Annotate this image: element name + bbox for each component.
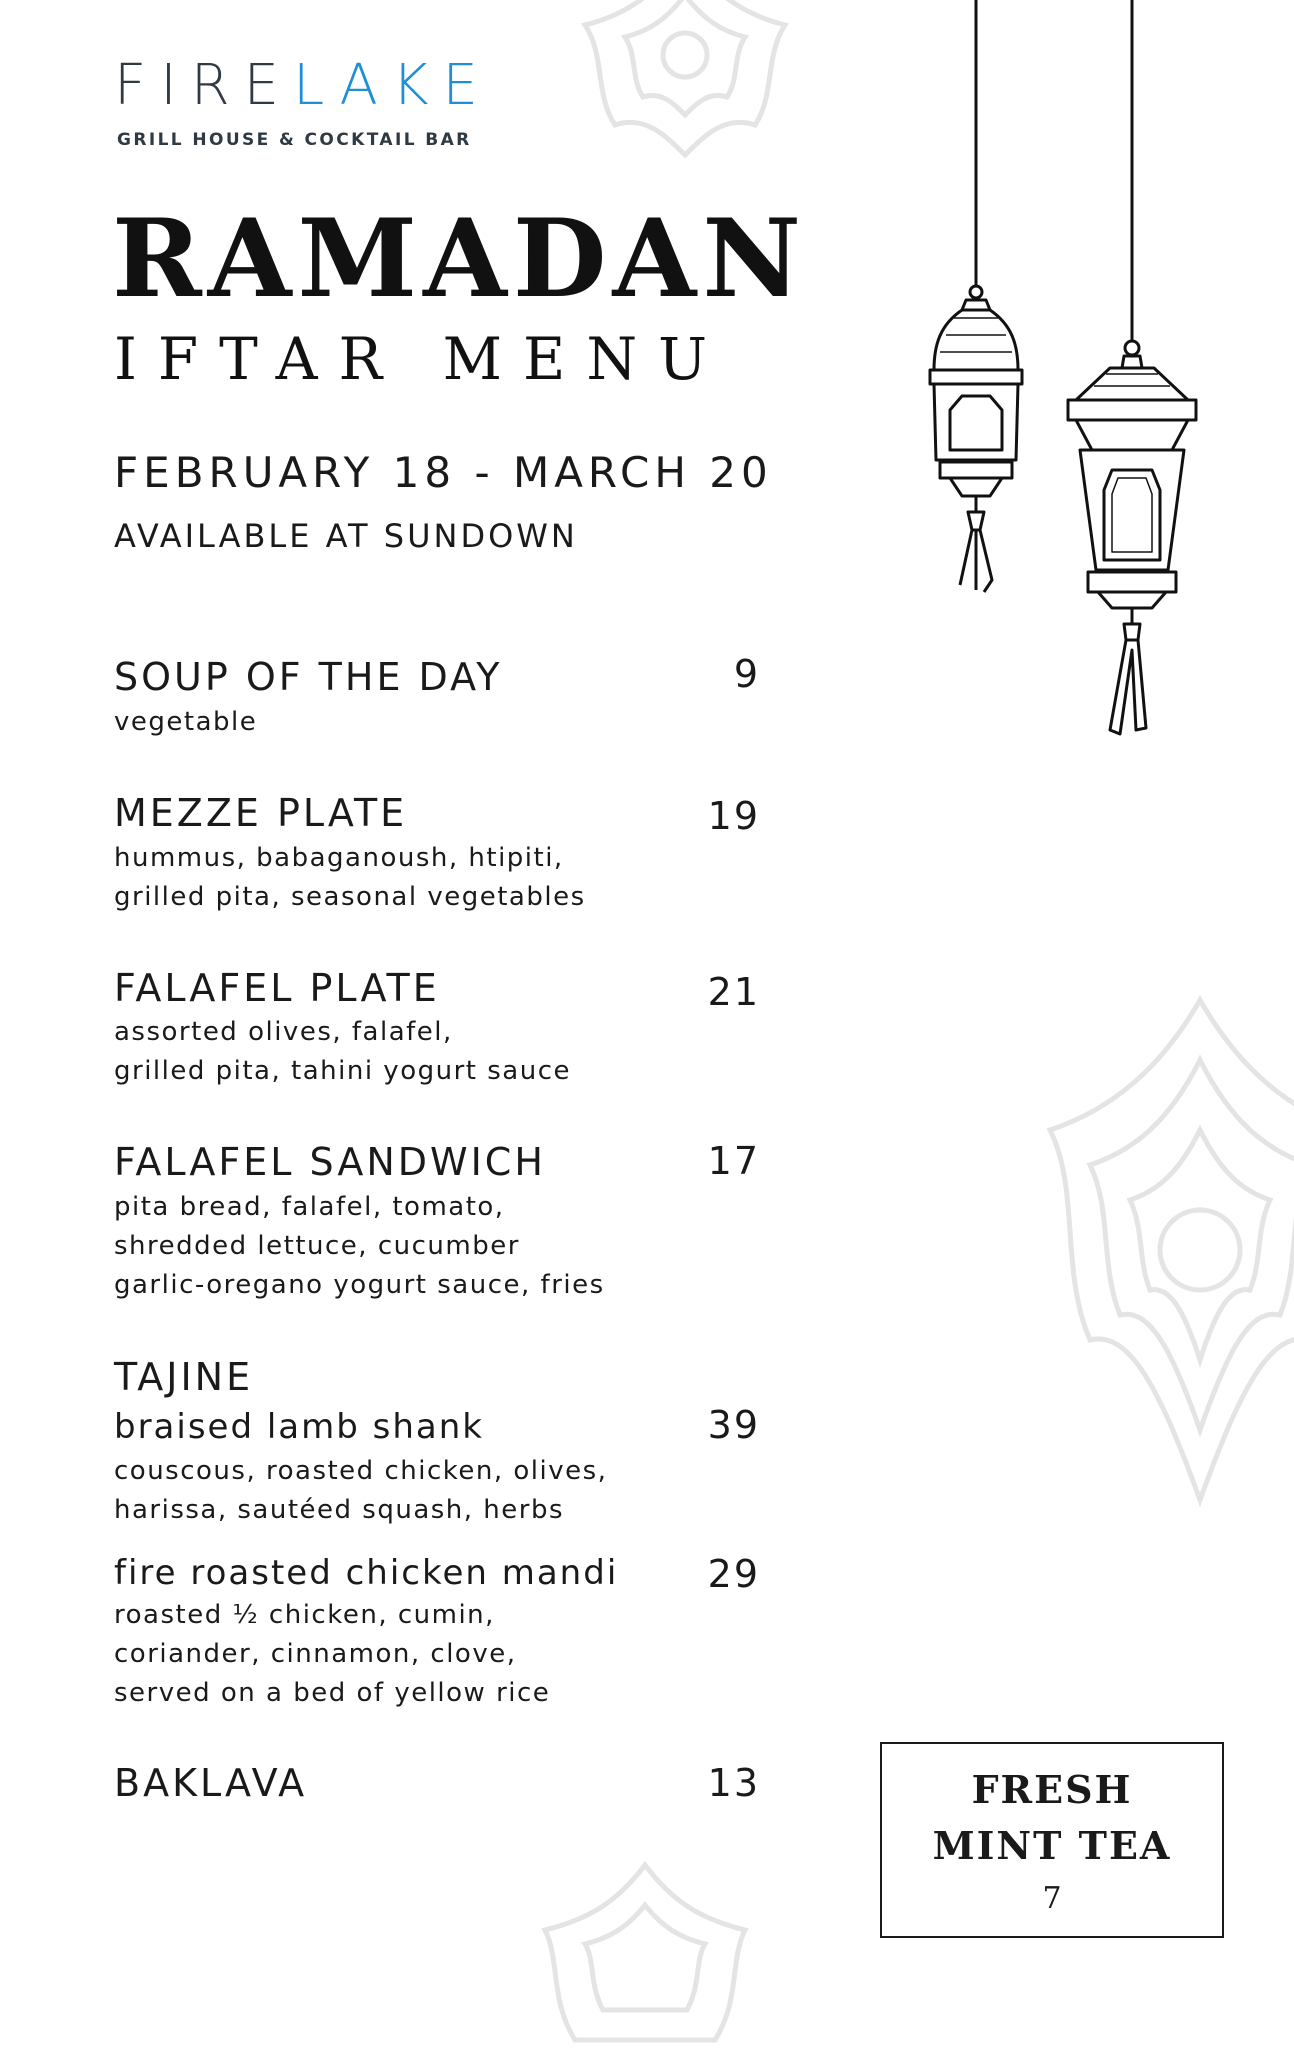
menu-item-description: garlic-oregano yogurt sauce, fries [114, 1270, 605, 1300]
menu-item-description: grilled pita, seasonal vegetables [114, 882, 586, 912]
mint-tea-box [880, 1742, 1224, 1938]
mandala-icon [480, 1860, 810, 2060]
menu-item-name: MEZZE PLATE [114, 791, 408, 835]
mandala-icon [520, 0, 850, 170]
menu-item-description: hummus, babaganoush, htipiti, [114, 843, 564, 873]
menu-dates: FEBRUARY 18 - MARCH 20 [114, 448, 773, 497]
menu-subtitle: IFTAR MENU [114, 325, 729, 393]
menu-item-name: SOUP OF THE DAY [114, 655, 503, 699]
menu-item-name: FALAFEL PLATE [114, 966, 440, 1010]
menu-item-description: served on a bed of yellow rice [114, 1678, 551, 1708]
menu-item-price: 29 [707, 1552, 760, 1596]
menu-item-description: shredded lettuce, cucumber [114, 1231, 520, 1261]
menu-item-description: roasted ½ chicken, cumin, [114, 1600, 495, 1630]
lantern-icon [920, 0, 1210, 740]
tea-title-line1: FRESH [971, 1767, 1133, 1812]
logo-fire-text: FIRE [114, 53, 294, 118]
logo-lake-text: LAKE [293, 53, 492, 118]
menu-item-description: coriander, cinnamon, clove, [114, 1639, 517, 1669]
menu-item-description: grilled pita, tahini yogurt sauce [114, 1056, 571, 1086]
menu-item-name: FALAFEL SANDWICH [114, 1140, 546, 1184]
menu-item-description: harissa, sautéed squash, herbs [114, 1495, 565, 1525]
menu-title: RAMADAN [112, 196, 808, 322]
menu-item-name: braised lamb shank [114, 1407, 484, 1447]
tea-title-line2: MINT TEA [932, 1823, 1172, 1868]
menu-item-price: 39 [707, 1403, 760, 1447]
tea-price: 7 [1042, 1881, 1062, 1916]
mandala-icon [1040, 990, 1294, 1510]
menu-item-price: 17 [707, 1139, 760, 1183]
menu-item-price: 9 [733, 652, 760, 696]
menu-item-description: couscous, roasted chicken, olives, [114, 1456, 608, 1486]
menu-item-price: 21 [707, 970, 760, 1014]
menu-item-price: 19 [707, 794, 760, 838]
menu-item-price: 13 [707, 1761, 760, 1805]
logo-tagline: GRILL HOUSE & COCKTAIL BAR [117, 130, 472, 150]
menu-item-name: BAKLAVA [114, 1761, 308, 1805]
menu-item-description: assorted olives, falafel, [114, 1017, 453, 1047]
brand-logo [114, 53, 492, 118]
menu-item-description: vegetable [114, 707, 258, 737]
menu-item-description: pita bread, falafel, tomato, [114, 1192, 505, 1222]
menu-availability: AVAILABLE AT SUNDOWN [114, 517, 578, 555]
menu-item-name: fire roasted chicken mandi [114, 1553, 619, 1593]
menu-section-name: TAJINE [114, 1355, 254, 1399]
